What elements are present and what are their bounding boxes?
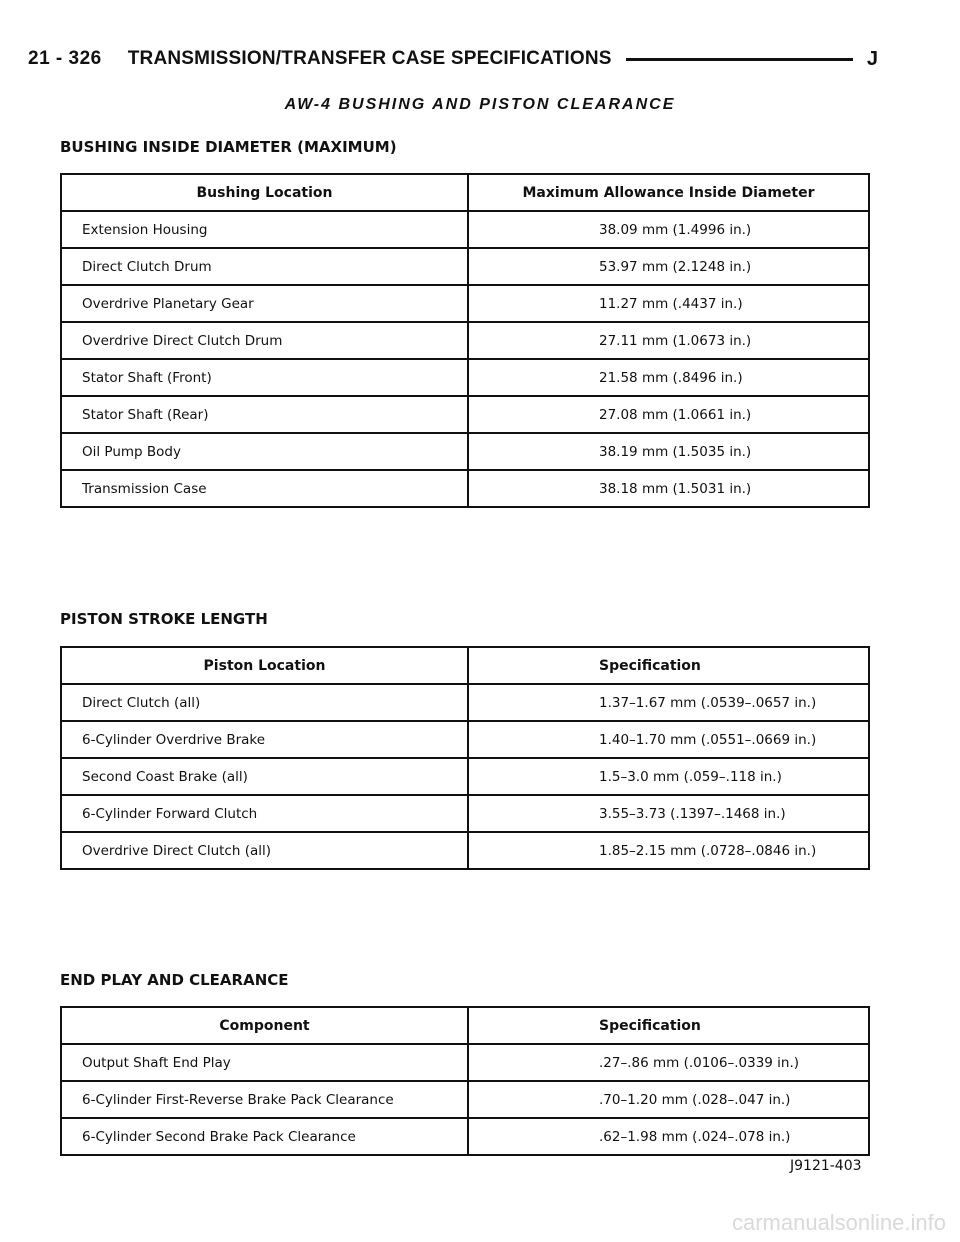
page-title: AW-4 BUSHING AND PISTON CLEARANCE	[284, 96, 676, 113]
table-row	[61, 1118, 869, 1155]
location-cell: Direct Clutch (all)	[61, 684, 468, 721]
table-row	[61, 433, 869, 470]
value-cell: .27–.86 mm (.0106–.0339 in.)	[468, 1044, 869, 1081]
section-title: TRANSMISSION/TRANSFER CASE SPECIFICATIONS	[127, 48, 612, 69]
column-header-value: Specification	[468, 1007, 869, 1044]
value-cell: 27.08 mm (1.0661 in.)	[468, 396, 869, 433]
header-letter: J	[866, 47, 878, 70]
location-cell: Extension Housing	[61, 211, 468, 248]
location-cell: Direct Clutch Drum	[61, 248, 468, 285]
location-cell: 6-Cylinder Second Brake Pack Clearance	[61, 1118, 468, 1155]
column-header-location: Piston Location	[61, 647, 468, 684]
figure-id: J9121-403	[790, 1158, 862, 1174]
header-rule	[626, 58, 853, 61]
value-cell: 1.37–1.67 mm (.0539–.0657 in.)	[468, 684, 869, 721]
value-cell: 53.97 mm (2.1248 in.)	[468, 248, 869, 285]
table-row	[61, 684, 869, 721]
endplay-heading: END PLAY AND CLEARANCE	[60, 971, 289, 989]
bushing-heading: BUSHING INSIDE DIAMETER (MAXIMUM)	[60, 138, 397, 156]
value-cell: 38.18 mm (1.5031 in.)	[468, 470, 869, 507]
column-header-location: Bushing Location	[61, 174, 468, 211]
table-header-row	[61, 1007, 869, 1044]
location-cell: Second Coast Brake (all)	[61, 758, 468, 795]
location-cell: Oil Pump Body	[61, 433, 468, 470]
table-row	[61, 211, 869, 248]
location-cell: Output Shaft End Play	[61, 1044, 468, 1081]
value-cell: 38.09 mm (1.4996 in.)	[468, 211, 869, 248]
table-row	[61, 322, 869, 359]
location-cell: 6-Cylinder Overdrive Brake	[61, 721, 468, 758]
column-header-value: Specification	[468, 647, 869, 684]
location-cell: Overdrive Planetary Gear	[61, 285, 468, 322]
location-cell: Stator Shaft (Front)	[61, 359, 468, 396]
column-header-value: Maximum Allowance Inside Diameter	[468, 174, 869, 211]
table-row	[61, 285, 869, 322]
column-header-location: Component	[61, 1007, 468, 1044]
table-row	[61, 795, 869, 832]
footer-watermark: carmanualsonline.info	[731, 1210, 946, 1235]
table-row	[61, 248, 869, 285]
location-cell: 6-Cylinder Forward Clutch	[61, 795, 468, 832]
endplay-table	[60, 1006, 870, 1156]
location-cell: Stator Shaft (Rear)	[61, 396, 468, 433]
page-number: 21 - 326	[28, 48, 102, 69]
value-cell: .62–1.98 mm (.024–.078 in.)	[468, 1118, 869, 1155]
table-row	[61, 1044, 869, 1081]
location-cell: Transmission Case	[61, 470, 468, 507]
location-cell: Overdrive Direct Clutch (all)	[61, 832, 468, 869]
table-row	[61, 359, 869, 396]
table-row	[61, 832, 869, 869]
table-row	[61, 758, 869, 795]
value-cell: 21.58 mm (.8496 in.)	[468, 359, 869, 396]
location-cell: Overdrive Direct Clutch Drum	[61, 322, 468, 359]
piston-heading: PISTON STROKE LENGTH	[60, 610, 268, 628]
value-cell: 1.40–1.70 mm (.0551–.0669 in.)	[468, 721, 869, 758]
table-row	[61, 1081, 869, 1118]
page-header	[28, 42, 878, 76]
value-cell: 1.5–3.0 mm (.059–.118 in.)	[468, 758, 869, 795]
value-cell: 1.85–2.15 mm (.0728–.0846 in.)	[468, 832, 869, 869]
value-cell: 27.11 mm (1.0673 in.)	[468, 322, 869, 359]
value-cell: 38.19 mm (1.5035 in.)	[468, 433, 869, 470]
table-header-row	[61, 647, 869, 684]
table-row	[61, 721, 869, 758]
piston-table	[60, 646, 870, 870]
table-row	[61, 396, 869, 433]
table-header-row	[61, 174, 869, 211]
location-cell: 6-Cylinder First-Reverse Brake Pack Clearance	[61, 1081, 468, 1118]
value-cell: .70–1.20 mm (.028–.047 in.)	[468, 1081, 869, 1118]
value-cell: 3.55–3.73 (.1397–.1468 in.)	[468, 795, 869, 832]
table-row	[61, 470, 869, 507]
value-cell: 11.27 mm (.4437 in.)	[468, 285, 869, 322]
bushing-table	[60, 173, 870, 508]
